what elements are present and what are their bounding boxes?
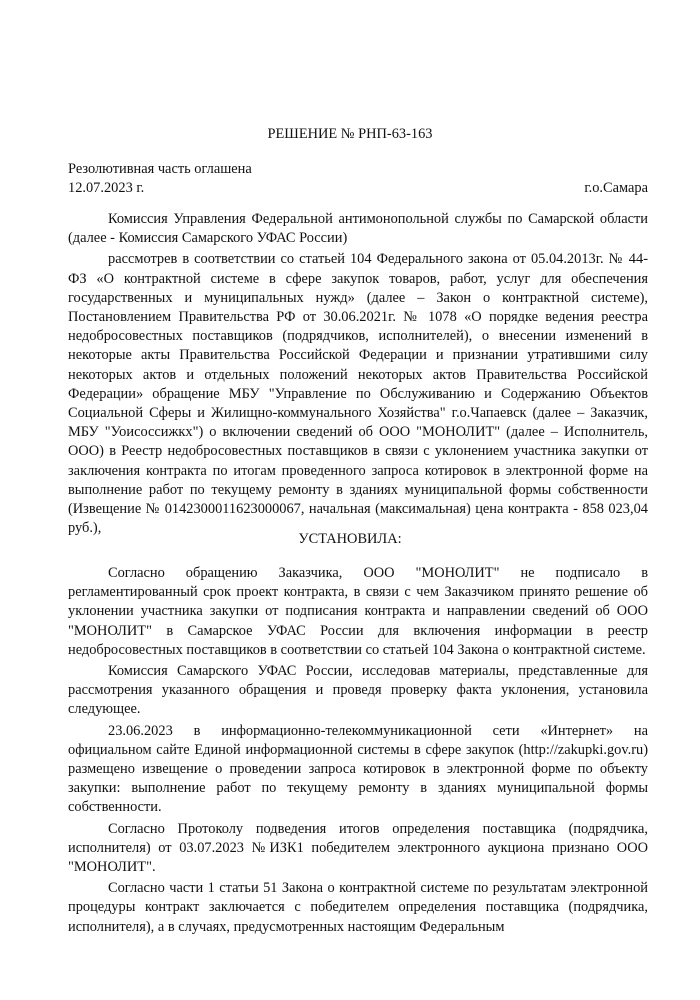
body-paragraph: Комиссия Самарского УФАС России, исследовав материалы, представленные для рассмотрения указанного обращения и проведя проверку факта уклонения, установила следующее.	[68, 663, 648, 718]
body-paragraph: Согласно Протоколу подведения итогов определения поставщика (подрядчика, исполнителя) от 03.07.2023 №ИЗК1 победителем электронного аукциона признано ООО "МОНОЛИТ".	[68, 820, 648, 876]
intro-section	[68, 210, 648, 538]
section-heading: УСТАНОВИЛА:	[298, 531, 402, 547]
body-paragraph: 23.06.2023 в информационно-телекоммуникационной сети «Интернет» на официальном сайте Единой информационной системы в сфере закупок (http://zakupki.gov.ru) размещено извещение о проведении запроса котировок в электронной форме по объекту закупки: выполнение работ по текущему ремонту в зданиях муниципальной формы собственности.	[68, 722, 648, 816]
intro-paragraph: рассмотрев в соответствии со статьей 104 Федерального закона от 05.04.2013г. № 44-ФЗ «О контрактной системе в сфере закупок товаров, работ, услуг для обеспечения государственных и муниципальных нужд» (далее – Закон о контрактной системе), Постановлением Правительства РФ от 30.06.2021г. № 1078 «О порядке ведения реестра недобросовестных поставщиков (подрядчиков, исполнителей), о внесении изменений в некоторые акты Правительства Российской Федерации и признании утратившими силу некоторых актов и отдельных положений некоторых актов Правительства Российской Федерации» обращение МБУ "Управление по Обслуживанию и Содержанию Объектов Социальной Сферы и Жилищно-коммунального Хозяйства" г.о.Чапаевск (далее – Заказчик, МБУ "Уоисоссижкх") о включении сведений об ООО "МОНОЛИТ" (далее – Исполнитель, ООО) в Реестр недобросовестных поставщиков в связи с уклонением участника закупки от заключения контракта по итогам проведенного запроса котировок в электронной форме на выполнение работ по текущему ремонту в зданиях муниципальной формы собственности (Извещение № 0142300011623000067, начальная (максимальная) цена контракта - 858 023,04 руб.),	[68, 251, 648, 537]
date-city-row	[68, 179, 648, 198]
body-paragraph: Согласно части 1 статьи 51 Закона о контрактной системе по результатам электронной процедуры контракт заключается с победителем определения поставщика (подрядчика, исполнителя), а в случаях, предусмотренных настоящим Федеральным	[68, 880, 648, 935]
decision-date: 12.07.2023 г.	[68, 180, 145, 197]
decision-title: РЕШЕНИЕ № РНП-63-163	[267, 126, 433, 142]
body-section	[68, 564, 648, 937]
decision-city: г.о.Самара	[584, 180, 648, 197]
intro-paragraph: Комиссия Управления Федеральной антимонопольной службы по Самарской области (далее - Комиссия Самарского УФАС России)	[68, 211, 648, 247]
document-meta	[68, 160, 648, 198]
body-paragraph: Согласно обращению Заказчика, ООО "МОНОЛИТ" не подписало в регламентированный срок проект контракта, в связи с чем Заказчиком принято решение об уклонении участника закупки от подписания контракта и направлении сведений об ООО "МОНОЛИТ" в Самарское УФАС России для включения информации в реестр недобросовестных поставщиков в соответствии со статьей 104 Закона о контрактной системе.	[68, 565, 648, 658]
announced-label: Резолютивная часть оглашена	[68, 161, 252, 177]
